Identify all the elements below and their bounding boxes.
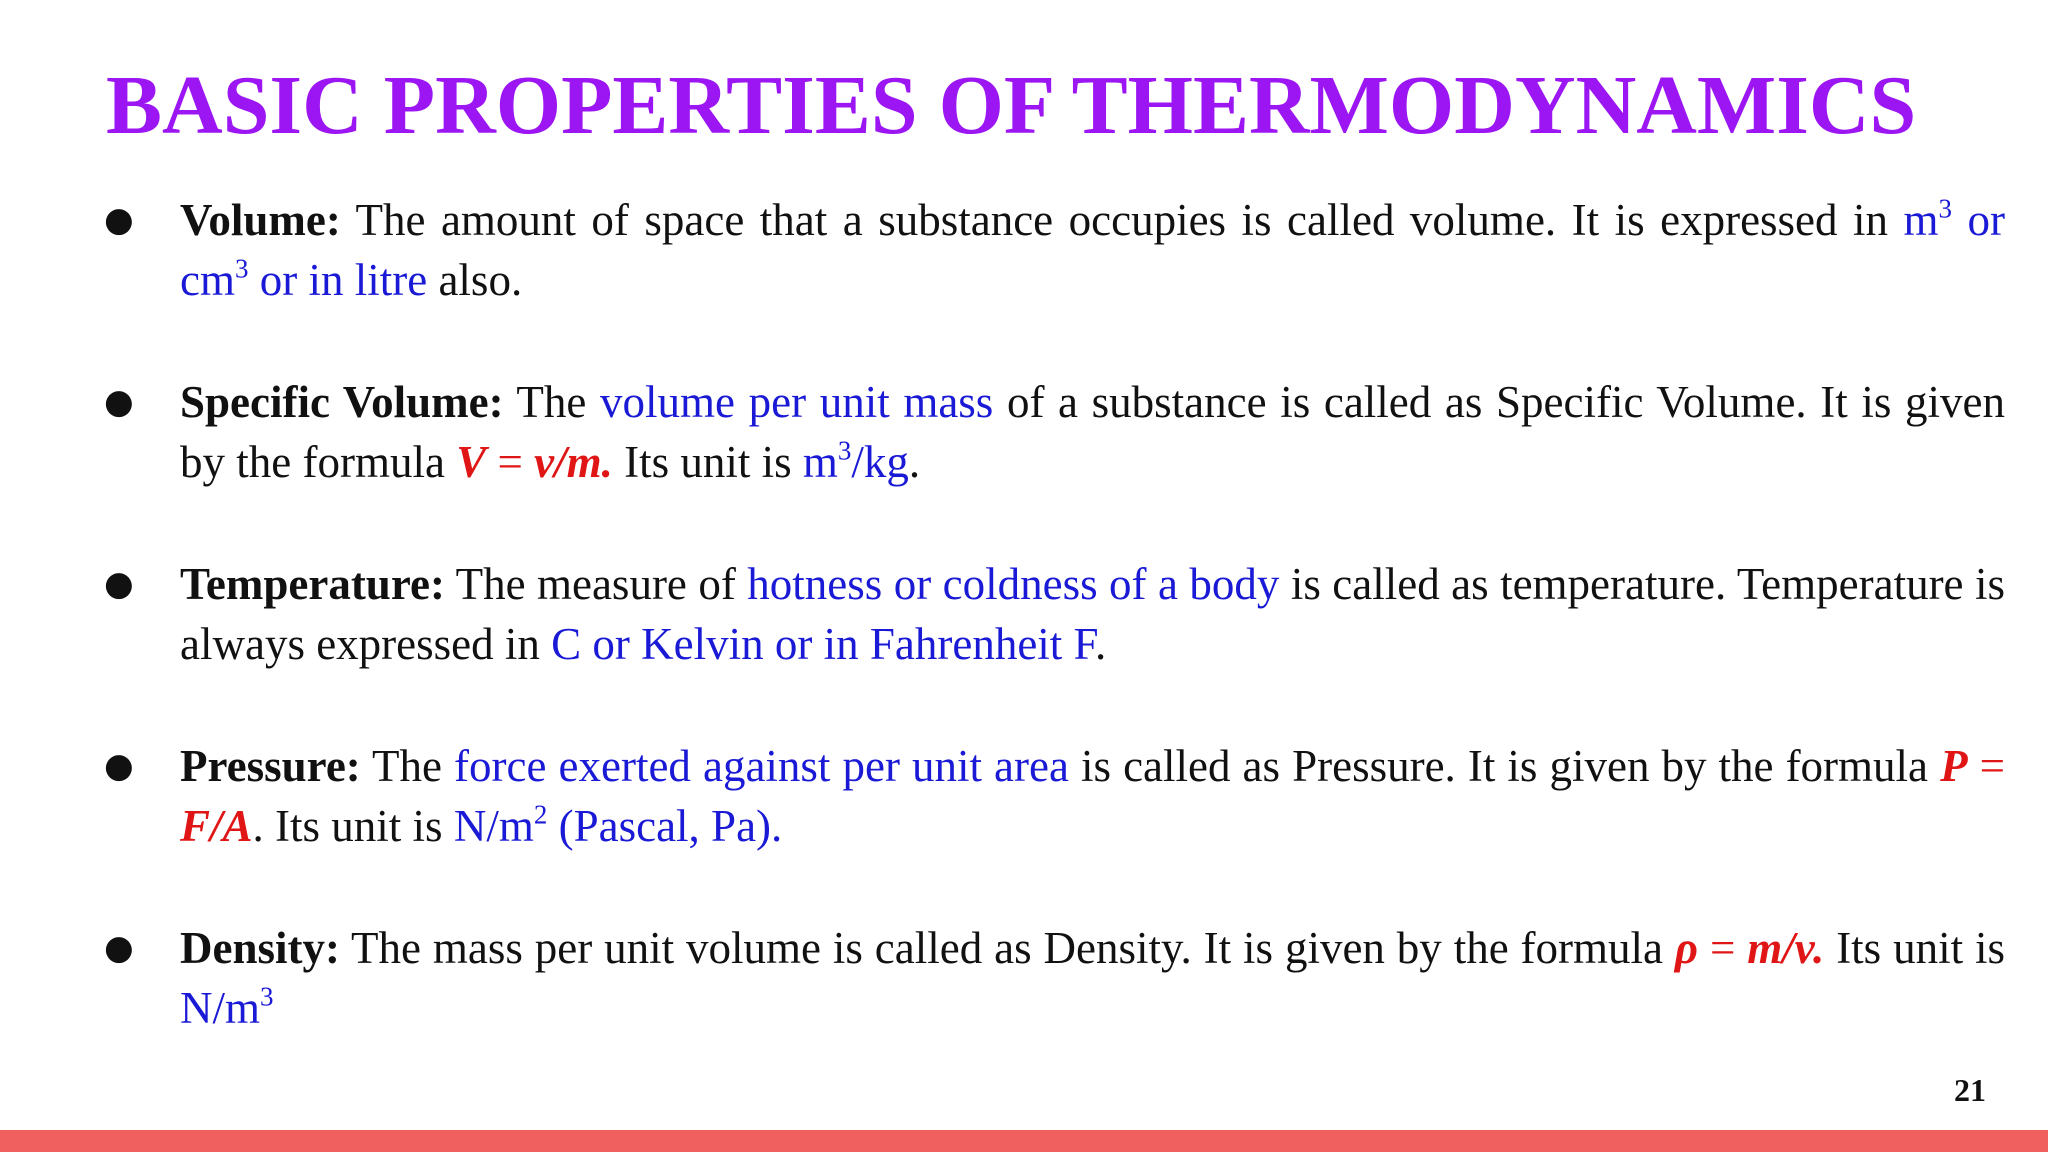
list-item-temperature (100, 554, 2005, 674)
unit-text: $N/m^3$ (180, 981, 274, 1033)
bullet-icon: ● (104, 564, 134, 604)
item-text: . Its unit is (252, 801, 454, 851)
item-text: Its unit is (1824, 923, 2005, 973)
page-number: 21 (1954, 1072, 1986, 1108)
bullet-icon: ● (104, 746, 134, 786)
item-text: The mass per unit volume is called as Density. It is given by the formula (339, 923, 1675, 973)
formula: V = v/m. (456, 437, 613, 487)
item-text: The amount of space that a substance occupies is called volume. It is expressed in (340, 195, 1904, 245)
unit-text: $m^3/kg$ (802, 435, 909, 487)
term-label: Volume: (180, 195, 341, 245)
item-text: The measure of (444, 559, 748, 609)
list-item-density (100, 918, 2005, 1038)
highlight-text: hotness or coldness of a body (747, 559, 1280, 609)
item-text: The (360, 741, 455, 791)
bullet-icon: ● (104, 928, 134, 968)
formula: ρ = m/v. (1674, 923, 1825, 973)
term-label: Pressure: (180, 741, 361, 791)
list-item-pressure (100, 736, 2005, 856)
item-text: is called as temperature. Temperature is always expressed in (180, 559, 2005, 669)
item-text: The (503, 377, 601, 427)
unit-text: $m^3$ or $cm^3$ or in litre (180, 193, 2005, 305)
item-text: of a substance is called as Specific Volume. It is given by the formula (180, 377, 2005, 487)
item-text: . (1094, 619, 1107, 669)
formula: P = F/A (180, 741, 2006, 851)
unit-text: $N/m^2$ (Pascal, Pa). (453, 799, 783, 851)
item-text: also. (427, 255, 523, 305)
bottom-accent-bar (0, 1130, 2048, 1152)
term-label: Temperature: (180, 559, 445, 609)
term-label: Specific Volume: (180, 377, 504, 427)
bullet-icon: ● (104, 200, 134, 240)
item-text: is called as Pressure. It is given by the formula (1068, 741, 1941, 791)
slide-title: BASIC PROPERTIES OF THERMODYNAMICS (106, 59, 1917, 152)
list-item-specific-volume (100, 372, 2005, 492)
property-list (100, 190, 2005, 1100)
highlight-text: force exerted against per unit area (454, 741, 1069, 791)
bullet-icon: ● (104, 382, 134, 422)
highlight-text: volume per unit mass (600, 377, 994, 427)
item-text: . (908, 437, 921, 487)
term-label: Density: (180, 923, 340, 973)
item-text: Its unit is (612, 437, 803, 487)
unit-text: C or Kelvin or in Fahrenheit F (551, 619, 1095, 669)
list-item-volume (100, 190, 2005, 310)
